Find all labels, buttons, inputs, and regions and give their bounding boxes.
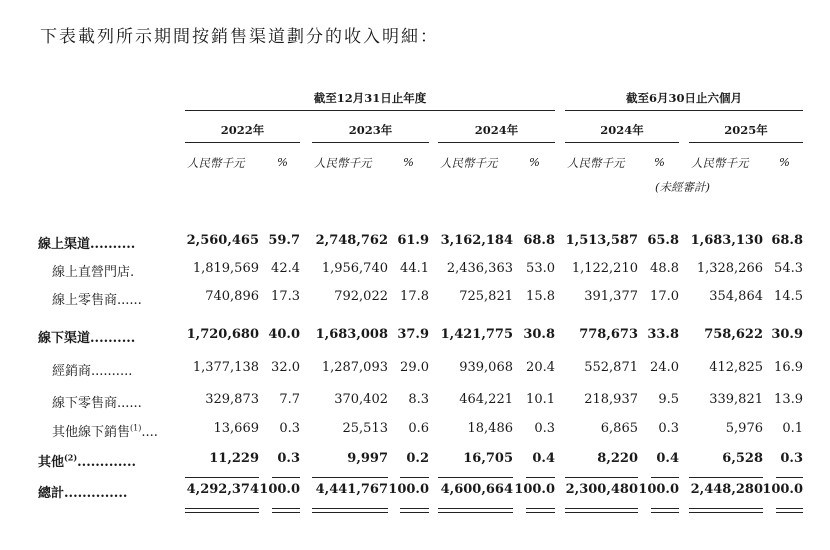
percent-cell: 68.8 (523, 233, 555, 248)
amount-cell: 16,705 (463, 451, 513, 466)
percent-cell: 9.5 (658, 392, 679, 407)
percent-cell: 17.0 (650, 289, 679, 304)
percent-cell: 100.0 (388, 482, 429, 497)
leader-dots: .......... (90, 331, 136, 346)
amount-cell: 725,821 (459, 289, 513, 304)
percent-cell: 32.0 (271, 360, 300, 375)
table-row-online-channels (0, 233, 830, 255)
amount-cell: 1,720,680 (186, 327, 259, 342)
table-row-other-offline-sales (0, 421, 830, 443)
amount-cell: 4,292,374 (186, 482, 259, 497)
group-rule-year-end (185, 110, 555, 111)
subtotal-rule (185, 477, 259, 478)
percent-cell: 0.4 (656, 451, 679, 466)
subtotal-rule (776, 477, 803, 478)
amount-cell: 1,328,266 (696, 261, 763, 276)
percent-cell: 0.2 (406, 451, 429, 466)
amount-cell: 552,871 (584, 360, 638, 375)
row-label-text: 其他 (38, 455, 65, 470)
table-row-total (0, 482, 830, 504)
table-row-online-retailers (0, 289, 830, 311)
percent-cell: 14.5 (774, 289, 803, 304)
percent-cell: 40.0 (268, 327, 300, 342)
unit-pct: % (277, 155, 288, 169)
percent-cell: 53.0 (526, 261, 555, 276)
leader-dots: ...... (117, 396, 142, 411)
percent-cell: 0.3 (279, 421, 300, 436)
amount-cell: 1,122,210 (571, 261, 638, 276)
row-label (38, 327, 135, 346)
year-rule-2023 (312, 142, 429, 143)
row-label-text: 經銷商 (52, 364, 92, 379)
percent-cell: 0.3 (780, 451, 803, 466)
amount-cell: 1,683,008 (315, 327, 388, 342)
amount-cell: 4,441,767 (315, 482, 388, 497)
percent-cell: 30.9 (771, 327, 803, 342)
percent-cell: 37.9 (397, 327, 429, 342)
table-row-offline-channels (0, 327, 830, 349)
subtotal-rule (565, 477, 638, 478)
amount-cell: 18,486 (467, 421, 513, 436)
subtotal-rule (651, 477, 679, 478)
amount-cell: 2,300,480 (565, 482, 638, 497)
percent-cell: 15.8 (526, 289, 555, 304)
leader-dots: ...... (117, 293, 142, 308)
amount-cell: 13,669 (213, 421, 259, 436)
total-double-rule (776, 508, 803, 513)
amount-cell: 1,683,130 (690, 233, 763, 248)
subtotal-rule (526, 477, 555, 478)
percent-cell: 100.0 (638, 482, 679, 497)
amount-cell: 412,825 (709, 360, 763, 375)
percent-cell: 30.8 (523, 327, 555, 342)
total-double-rule (689, 508, 763, 513)
leader-dots: .............. (64, 486, 128, 501)
percent-cell: 0.4 (532, 451, 555, 466)
footnote-marker: (1) (130, 423, 142, 433)
row-label (52, 360, 132, 379)
unit-rmb: 人民幣千元 (567, 156, 625, 170)
percent-cell: 33.8 (647, 327, 679, 342)
percent-cell: 44.1 (400, 261, 429, 276)
total-double-rule (526, 508, 555, 513)
percent-cell: 8.3 (408, 392, 429, 407)
subtotal-rule (272, 477, 300, 478)
amount-cell: 218,937 (584, 392, 638, 407)
amount-cell: 778,673 (579, 327, 638, 342)
subtotal-rule (312, 477, 388, 478)
year-header-2023: 2023年 (348, 123, 393, 137)
table-row-online-direct-stores (0, 261, 830, 283)
total-double-rule (438, 508, 513, 513)
percent-cell: 65.8 (647, 233, 679, 248)
amount-cell: 1,513,587 (565, 233, 638, 248)
percent-cell: 0.3 (658, 421, 679, 436)
amount-cell: 9,997 (347, 451, 388, 466)
percent-cell: 42.4 (271, 261, 300, 276)
subtotal-rule (400, 477, 429, 478)
table-row-others (0, 451, 830, 473)
amount-cell: 370,402 (334, 392, 388, 407)
year-rule-2024 (438, 142, 555, 143)
percent-cell: 10.1 (526, 392, 555, 407)
year-header-2024-h1: 2024年 (600, 123, 644, 137)
percent-cell: 68.8 (771, 233, 803, 248)
total-double-rule (272, 508, 300, 513)
amount-cell: 354,864 (709, 289, 763, 304)
percent-cell: 48.8 (650, 261, 679, 276)
amount-cell: 464,221 (459, 392, 513, 407)
amount-cell: 1,956,740 (321, 261, 388, 276)
amount-cell: 329,873 (205, 392, 259, 407)
percent-cell: 17.3 (271, 289, 300, 304)
row-label (52, 261, 134, 280)
percent-cell: 100.0 (259, 482, 300, 497)
unit-rmb: 人民幣千元 (187, 156, 245, 170)
amount-cell: 11,229 (209, 451, 259, 466)
unit-rmb: 人民幣千元 (440, 156, 498, 170)
leader-dots: .......... (90, 237, 136, 252)
percent-cell: 0.6 (408, 421, 429, 436)
percent-cell: 59.7 (268, 233, 300, 248)
total-double-rule (400, 508, 429, 513)
amount-cell: 25,513 (342, 421, 388, 436)
amount-cell: 1,421,775 (440, 327, 513, 342)
subtotal-rule (689, 477, 763, 478)
row-label-text: 線上零售商 (52, 293, 118, 308)
row-label-text: 線上渠道 (38, 237, 91, 252)
year-header-2022: 2022年 (220, 123, 265, 137)
amount-cell: 5,976 (725, 421, 763, 436)
total-double-rule (185, 508, 259, 513)
unit-rmb: 人民幣千元 (314, 156, 372, 170)
row-label (38, 233, 135, 252)
row-label (52, 289, 142, 308)
year-rule-2022 (185, 142, 300, 143)
leader-dots: ............. (77, 455, 136, 470)
year-header-2024: 2024年 (474, 123, 519, 137)
unit-pct: % (403, 155, 414, 169)
amount-cell: 4,600,664 (440, 482, 513, 497)
amount-cell: 6,528 (722, 451, 763, 466)
row-label-text: 線下渠道 (38, 331, 91, 346)
percent-cell: 24.0 (650, 360, 679, 375)
percent-cell: 13.9 (774, 392, 803, 407)
percent-cell: 0.3 (534, 421, 555, 436)
percent-cell: 16.9 (774, 360, 803, 375)
amount-cell: 339,821 (709, 392, 763, 407)
table-row-offline-retailers (0, 392, 830, 414)
amount-cell: 758,622 (704, 327, 763, 342)
leader-dots: . (130, 265, 135, 280)
amount-cell: 2,436,363 (446, 261, 513, 276)
percent-cell: 61.9 (397, 233, 429, 248)
amount-cell: 8,220 (597, 451, 638, 466)
total-double-rule (565, 508, 638, 513)
unit-pct: % (779, 155, 790, 169)
percent-cell: 7.7 (279, 392, 300, 407)
percent-cell: 29.0 (400, 360, 429, 375)
table-row-distributors (0, 360, 830, 382)
total-double-rule (312, 508, 388, 513)
amount-cell: 3,162,184 (440, 233, 513, 248)
unaudited-note: (未經審計) (655, 180, 710, 194)
row-label-text: 線上直營門店 (52, 265, 131, 280)
unit-rmb: 人民幣千元 (691, 156, 749, 170)
amount-cell: 1,377,138 (192, 360, 259, 375)
footnote-marker: (2) (64, 452, 78, 463)
intro-text: 下表載列所示期間按銷售渠道劃分的收入明細： (40, 27, 439, 47)
group-header-year-end: 截至12月31日止年度 (313, 91, 427, 105)
year-rule-2024-h1 (565, 142, 679, 143)
total-double-rule (651, 508, 679, 513)
amount-cell: 6,865 (600, 421, 638, 436)
leader-dots: .... (141, 425, 158, 440)
percent-cell: 0.1 (782, 421, 803, 436)
year-rule-2025-h1 (689, 142, 803, 143)
group-rule-six-months (565, 110, 803, 111)
percent-cell: 54.3 (774, 261, 803, 276)
group-header-six-months: 截至6月30日止六個月 (625, 91, 742, 105)
amount-cell: 391,377 (584, 289, 638, 304)
amount-cell: 2,448,280 (690, 482, 763, 497)
amount-cell: 2,560,465 (186, 233, 259, 248)
row-label (38, 482, 127, 501)
unit-pct: % (654, 155, 665, 169)
unit-pct: % (529, 155, 540, 169)
year-header-2025-h1: 2025年 (724, 123, 768, 137)
row-label (38, 451, 136, 470)
amount-cell: 740,896 (205, 289, 259, 304)
amount-cell: 2,748,762 (315, 233, 388, 248)
percent-cell: 100.0 (762, 482, 803, 497)
row-label-text: 其他線下銷售 (52, 425, 131, 440)
row-label (52, 392, 142, 411)
leader-dots: .......... (91, 364, 133, 379)
row-label (52, 421, 158, 440)
percent-cell: 17.8 (400, 289, 429, 304)
amount-cell: 1,287,093 (321, 360, 388, 375)
row-label-text: 總計 (38, 486, 65, 501)
subtotal-rule (438, 477, 513, 478)
percent-cell: 20.4 (526, 360, 555, 375)
amount-cell: 792,022 (334, 289, 388, 304)
percent-cell: 0.3 (277, 451, 300, 466)
percent-cell: 100.0 (514, 482, 555, 497)
amount-cell: 1,819,569 (192, 261, 259, 276)
row-label-text: 線下零售商 (52, 396, 118, 411)
amount-cell: 939,068 (459, 360, 513, 375)
